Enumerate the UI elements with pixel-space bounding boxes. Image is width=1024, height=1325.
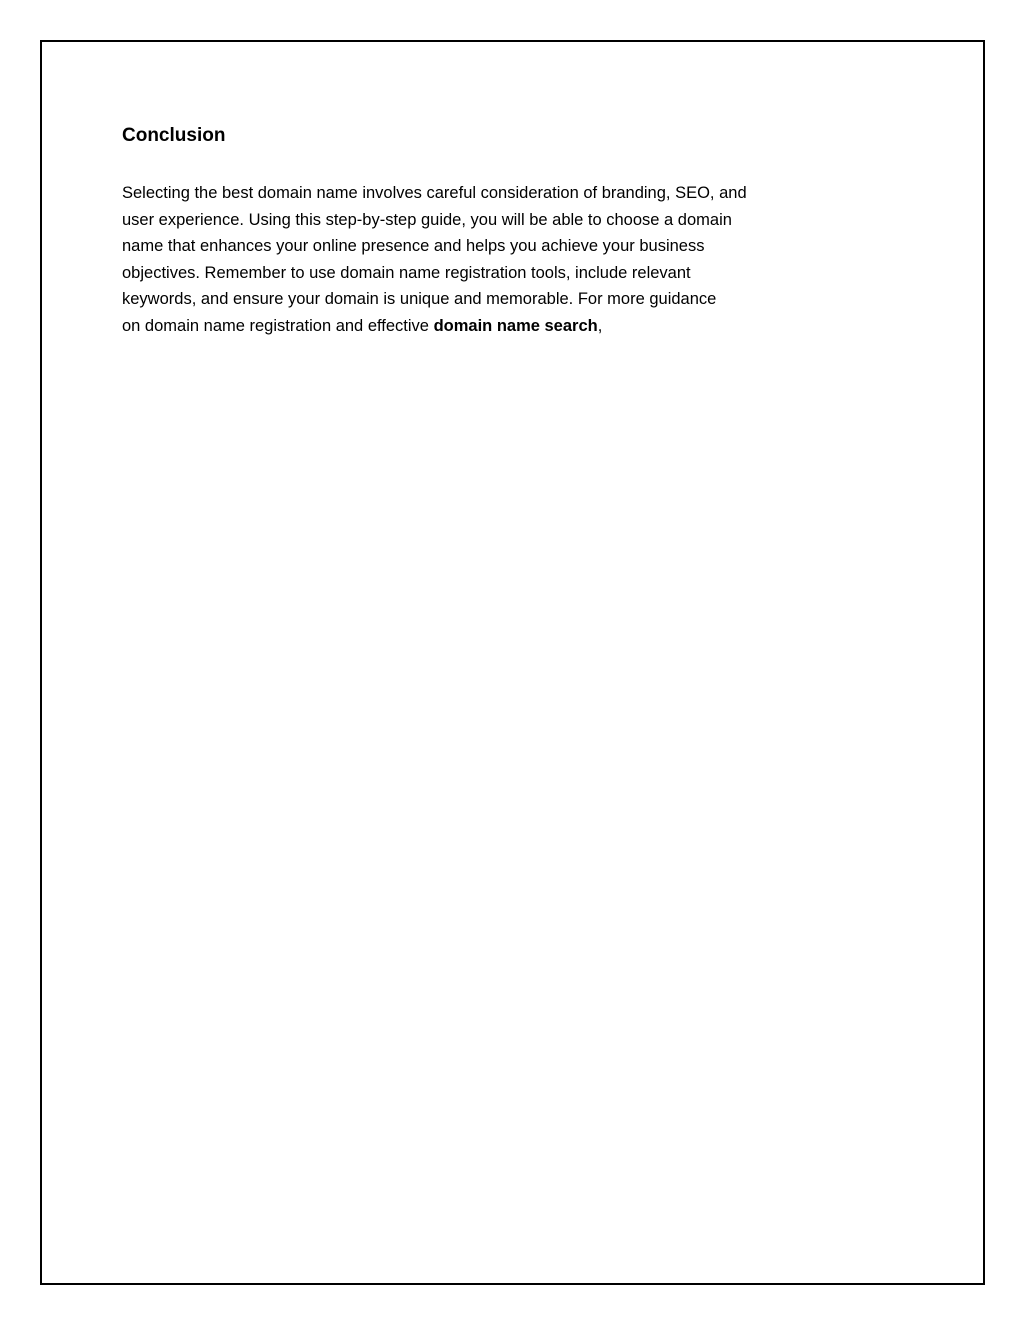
page-frame: [40, 40, 985, 1285]
last-line-text: on domain name registration and effective: [122, 316, 434, 335]
section-heading: Conclusion: [122, 125, 226, 146]
paragraph-line: objectives. Remember to use domain name registration tools, include relevant: [122, 263, 691, 282]
conclusion-paragraph: [122, 180, 882, 340]
document-body: [122, 122, 882, 340]
paragraph-last-line: [122, 313, 882, 340]
paragraph-line: Selecting the best domain name involves careful consideration of branding, SEO, and: [122, 184, 747, 202]
paragraph-line: name that enhances your online presence and helps you achieve your business: [122, 237, 705, 256]
paragraph-line: keywords, and ensure your domain is unique and memorable. For more guidance: [122, 290, 717, 309]
bold-keyword-link[interactable]: domain name search: [433, 316, 598, 335]
last-line-punctuation: ,: [597, 316, 603, 335]
paragraph-line: user experience. Using this step-by-step guide, you will be able to choose a domain: [122, 210, 732, 229]
